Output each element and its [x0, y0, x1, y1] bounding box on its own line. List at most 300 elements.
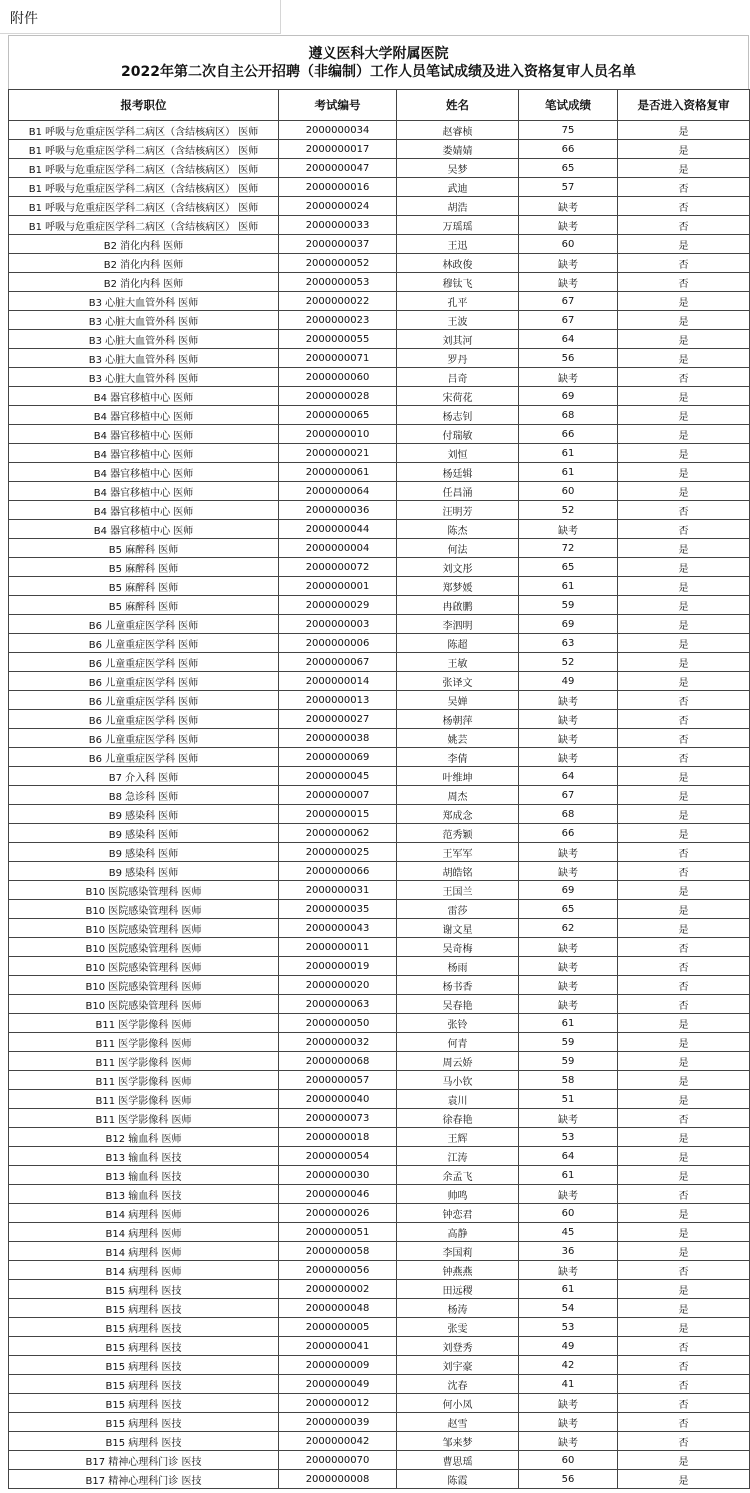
table-row — [9, 121, 750, 140]
cell-name: 吴梦 — [397, 159, 519, 178]
cell-position: B11 医学影像科 医师 — [9, 1109, 279, 1128]
table-row — [9, 786, 750, 805]
cell-position: B5 麻醉科 医师 — [9, 577, 279, 596]
cell-exam-number: 2000000019 — [279, 957, 397, 976]
cell-name: 杨雨 — [397, 957, 519, 976]
cell-position: B13 输血科 医技 — [9, 1147, 279, 1166]
table-row — [9, 1280, 750, 1299]
table-row — [9, 349, 750, 368]
cell-score: 68 — [519, 406, 618, 425]
cell-exam-number: 2000000031 — [279, 881, 397, 900]
cell-name: 郑梦媛 — [397, 577, 519, 596]
cell-score: 67 — [519, 311, 618, 330]
cell-exam-number: 2000000028 — [279, 387, 397, 406]
table-row — [9, 1071, 750, 1090]
table-row — [9, 1394, 750, 1413]
table-row — [9, 539, 750, 558]
cell-exam-number: 2000000044 — [279, 520, 397, 539]
cell-qualified: 否 — [618, 520, 750, 539]
cell-exam-number: 2000000009 — [279, 1356, 397, 1375]
cell-qualified: 是 — [618, 444, 750, 463]
cell-exam-number: 2000000063 — [279, 995, 397, 1014]
cell-score: 56 — [519, 1470, 618, 1489]
cell-position: B14 病理科 医师 — [9, 1223, 279, 1242]
cell-name: 林政俊 — [397, 254, 519, 273]
title-line-2: 2022年第二次自主公开招聘（非编制）工作人员笔试成绩及进入资格复审人员名单 — [121, 64, 636, 80]
cell-score: 61 — [519, 463, 618, 482]
cell-name: 叶维坤 — [397, 767, 519, 786]
cell-score: 61 — [519, 444, 618, 463]
cell-score: 41 — [519, 1375, 618, 1394]
table-row — [9, 1470, 750, 1489]
table-row — [9, 1261, 750, 1280]
cell-position: B8 急诊科 医师 — [9, 786, 279, 805]
table-row — [9, 767, 750, 786]
cell-position: B1 呼吸与危重症医学科二病区（含结核病区） 医师 — [9, 140, 279, 159]
cell-position: B3 心脏大血管外科 医师 — [9, 330, 279, 349]
cell-name: 范秀颖 — [397, 824, 519, 843]
cell-qualified: 否 — [618, 1413, 750, 1432]
cell-position: B2 消化内科 医师 — [9, 254, 279, 273]
cell-exam-number: 2000000039 — [279, 1413, 397, 1432]
cell-exam-number: 2000000071 — [279, 349, 397, 368]
cell-position: B7 介入科 医师 — [9, 767, 279, 786]
cell-qualified: 是 — [618, 330, 750, 349]
header-exam-number: 考试编号 — [279, 90, 397, 121]
cell-name: 高静 — [397, 1223, 519, 1242]
cell-name: 陈超 — [397, 634, 519, 653]
cell-name: 吴春艳 — [397, 995, 519, 1014]
cell-qualified: 是 — [618, 1071, 750, 1090]
cell-position: B15 病理科 医技 — [9, 1280, 279, 1299]
table-row — [9, 1204, 750, 1223]
cell-exam-number: 2000000051 — [279, 1223, 397, 1242]
cell-qualified: 是 — [618, 539, 750, 558]
table-row — [9, 330, 750, 349]
cell-position: B4 器官移植中心 医师 — [9, 501, 279, 520]
cell-name: 孔平 — [397, 292, 519, 311]
cell-score: 59 — [519, 1052, 618, 1071]
cell-score: 66 — [519, 140, 618, 159]
cell-qualified: 是 — [618, 1451, 750, 1470]
cell-exam-number: 2000000054 — [279, 1147, 397, 1166]
cell-position: B1 呼吸与危重症医学科二病区（含结核病区） 医师 — [9, 216, 279, 235]
cell-name: 袁川 — [397, 1090, 519, 1109]
cell-exam-number: 2000000022 — [279, 292, 397, 311]
cell-name: 冉啟鹏 — [397, 596, 519, 615]
cell-exam-number: 2000000040 — [279, 1090, 397, 1109]
cell-position: B14 病理科 医师 — [9, 1242, 279, 1261]
table-row — [9, 634, 750, 653]
cell-name: 王辉 — [397, 1128, 519, 1147]
cell-name: 吴婵 — [397, 691, 519, 710]
table-row — [9, 1337, 750, 1356]
table-row — [9, 995, 750, 1014]
cell-qualified: 是 — [618, 615, 750, 634]
cell-qualified: 是 — [618, 1470, 750, 1489]
cell-position: B17 精神心理科门诊 医技 — [9, 1470, 279, 1489]
cell-exam-number: 2000000003 — [279, 615, 397, 634]
cell-position: B15 病理科 医技 — [9, 1299, 279, 1318]
cell-qualified: 是 — [618, 1280, 750, 1299]
cell-score: 缺考 — [519, 748, 618, 767]
cell-qualified: 否 — [618, 216, 750, 235]
cell-position: B11 医学影像科 医师 — [9, 1014, 279, 1033]
cell-exam-number: 2000000030 — [279, 1166, 397, 1185]
cell-qualified: 是 — [618, 140, 750, 159]
cell-qualified: 否 — [618, 843, 750, 862]
cell-score: 61 — [519, 577, 618, 596]
cell-score: 49 — [519, 1337, 618, 1356]
cell-exam-number: 2000000043 — [279, 919, 397, 938]
cell-exam-number: 2000000036 — [279, 501, 397, 520]
cell-exam-number: 2000000058 — [279, 1242, 397, 1261]
cell-name: 何青 — [397, 1033, 519, 1052]
cell-qualified: 是 — [618, 1052, 750, 1071]
table-row — [9, 976, 750, 995]
table-row — [9, 577, 750, 596]
cell-qualified: 否 — [618, 995, 750, 1014]
cell-position: B11 医学影像科 医师 — [9, 1090, 279, 1109]
header-position: 报考职位 — [9, 90, 279, 121]
cell-exam-number: 2000000002 — [279, 1280, 397, 1299]
cell-exam-number: 2000000060 — [279, 368, 397, 387]
cell-qualified: 是 — [618, 634, 750, 653]
cell-position: B12 输血科 医师 — [9, 1128, 279, 1147]
cell-position: B15 病理科 医技 — [9, 1394, 279, 1413]
cell-qualified: 否 — [618, 938, 750, 957]
cell-name: 罗丹 — [397, 349, 519, 368]
cell-qualified: 是 — [618, 1014, 750, 1033]
cell-qualified: 否 — [618, 976, 750, 995]
cell-name: 邹来梦 — [397, 1432, 519, 1451]
table-header-row — [9, 90, 750, 121]
cell-name: 娄婧婧 — [397, 140, 519, 159]
cell-score: 缺考 — [519, 216, 618, 235]
cell-name: 江涛 — [397, 1147, 519, 1166]
table-row — [9, 197, 750, 216]
cell-score: 66 — [519, 425, 618, 444]
cell-score: 61 — [519, 1014, 618, 1033]
cell-position: B4 器官移植中心 医师 — [9, 482, 279, 501]
cell-name: 刘恒 — [397, 444, 519, 463]
table-row — [9, 140, 750, 159]
cell-name: 钟恋君 — [397, 1204, 519, 1223]
table-row — [9, 862, 750, 881]
cell-score: 57 — [519, 178, 618, 197]
cell-qualified: 否 — [618, 254, 750, 273]
cell-name: 刘宇豪 — [397, 1356, 519, 1375]
cell-qualified: 是 — [618, 881, 750, 900]
table-row — [9, 159, 750, 178]
cell-position: B15 病理科 医技 — [9, 1318, 279, 1337]
cell-qualified: 否 — [618, 1375, 750, 1394]
cell-name: 任昌涌 — [397, 482, 519, 501]
cell-exam-number: 2000000035 — [279, 900, 397, 919]
cell-exam-number: 2000000014 — [279, 672, 397, 691]
cell-name: 曹思瑶 — [397, 1451, 519, 1470]
cell-qualified: 是 — [618, 1223, 750, 1242]
cell-exam-number: 2000000038 — [279, 729, 397, 748]
cell-score: 49 — [519, 672, 618, 691]
cell-exam-number: 2000000072 — [279, 558, 397, 577]
table-row — [9, 1014, 750, 1033]
cell-exam-number: 2000000027 — [279, 710, 397, 729]
header-score: 笔试成绩 — [519, 90, 618, 121]
cell-position: B15 病理科 医技 — [9, 1356, 279, 1375]
cell-qualified: 是 — [618, 596, 750, 615]
cell-exam-number: 2000000034 — [279, 121, 397, 140]
cell-exam-number: 2000000018 — [279, 1128, 397, 1147]
cell-exam-number: 2000000037 — [279, 235, 397, 254]
attachment-cell — [0, 0, 281, 34]
cell-name: 杨志钊 — [397, 406, 519, 425]
cell-exam-number: 2000000061 — [279, 463, 397, 482]
table-row — [9, 1242, 750, 1261]
cell-position: B15 病理科 医技 — [9, 1432, 279, 1451]
cell-qualified: 是 — [618, 919, 750, 938]
cell-position: B10 医院感染管理科 医师 — [9, 995, 279, 1014]
cell-qualified: 是 — [618, 311, 750, 330]
cell-score: 缺考 — [519, 273, 618, 292]
cell-score: 缺考 — [519, 520, 618, 539]
table-row — [9, 406, 750, 425]
cell-score: 52 — [519, 653, 618, 672]
cell-score: 72 — [519, 539, 618, 558]
cell-position: B9 感染科 医师 — [9, 824, 279, 843]
cell-exam-number: 2000000048 — [279, 1299, 397, 1318]
table-row — [9, 1033, 750, 1052]
table-row — [9, 444, 750, 463]
cell-exam-number: 2000000045 — [279, 767, 397, 786]
cell-qualified: 否 — [618, 957, 750, 976]
cell-name: 钟燕燕 — [397, 1261, 519, 1280]
cell-name: 帅鸣 — [397, 1185, 519, 1204]
cell-name: 吕奇 — [397, 368, 519, 387]
cell-score: 68 — [519, 805, 618, 824]
header-qualified: 是否进入资格复审 — [618, 90, 750, 121]
table-row — [9, 1147, 750, 1166]
cell-qualified: 否 — [618, 501, 750, 520]
cell-position: B14 病理科 医师 — [9, 1204, 279, 1223]
cell-qualified: 是 — [618, 1147, 750, 1166]
table-row — [9, 273, 750, 292]
cell-qualified: 否 — [618, 1356, 750, 1375]
cell-qualified: 否 — [618, 368, 750, 387]
cell-score: 59 — [519, 1033, 618, 1052]
cell-exam-number: 2000000024 — [279, 197, 397, 216]
cell-exam-number: 2000000057 — [279, 1071, 397, 1090]
cell-position: B3 心脏大血管外科 医师 — [9, 292, 279, 311]
cell-position: B3 心脏大血管外科 医师 — [9, 311, 279, 330]
cell-qualified: 否 — [618, 178, 750, 197]
cell-score: 45 — [519, 1223, 618, 1242]
cell-score: 66 — [519, 824, 618, 843]
cell-exam-number: 2000000017 — [279, 140, 397, 159]
cell-score: 69 — [519, 615, 618, 634]
cell-name: 张铃 — [397, 1014, 519, 1033]
cell-score: 67 — [519, 786, 618, 805]
cell-name: 刘登秀 — [397, 1337, 519, 1356]
cell-exam-number: 2000000069 — [279, 748, 397, 767]
cell-score: 65 — [519, 900, 618, 919]
cell-qualified: 是 — [618, 1033, 750, 1052]
cell-qualified: 否 — [618, 1185, 750, 1204]
cell-score: 61 — [519, 1280, 618, 1299]
cell-exam-number: 2000000012 — [279, 1394, 397, 1413]
cell-name: 马小钦 — [397, 1071, 519, 1090]
cell-exam-number: 2000000023 — [279, 311, 397, 330]
cell-name: 刘文彤 — [397, 558, 519, 577]
cell-position: B1 呼吸与危重症医学科二病区（含结核病区） 医师 — [9, 197, 279, 216]
cell-name: 杨朝萍 — [397, 710, 519, 729]
cell-qualified: 是 — [618, 1204, 750, 1223]
cell-score: 63 — [519, 634, 618, 653]
cell-name: 雷莎 — [397, 900, 519, 919]
table-body — [9, 121, 750, 1489]
results-table — [8, 89, 750, 1489]
cell-score: 64 — [519, 767, 618, 786]
cell-exam-number: 2000000021 — [279, 444, 397, 463]
cell-position: B11 医学影像科 医师 — [9, 1052, 279, 1071]
cell-score: 69 — [519, 387, 618, 406]
cell-position: B10 医院感染管理科 医师 — [9, 976, 279, 995]
cell-score: 缺考 — [519, 254, 618, 273]
cell-position: B4 器官移植中心 医师 — [9, 444, 279, 463]
cell-position: B1 呼吸与危重症医学科二病区（含结核病区） 医师 — [9, 159, 279, 178]
cell-name: 胡浩 — [397, 197, 519, 216]
cell-qualified: 是 — [618, 159, 750, 178]
cell-name: 姚芸 — [397, 729, 519, 748]
cell-exam-number: 2000000066 — [279, 862, 397, 881]
cell-score: 54 — [519, 1299, 618, 1318]
cell-name: 何小凤 — [397, 1394, 519, 1413]
cell-qualified: 是 — [618, 1242, 750, 1261]
cell-position: B3 心脏大血管外科 医师 — [9, 368, 279, 387]
cell-name: 周云娇 — [397, 1052, 519, 1071]
cell-score: 61 — [519, 1166, 618, 1185]
cell-exam-number: 2000000055 — [279, 330, 397, 349]
table-row — [9, 1223, 750, 1242]
cell-position: B15 病理科 医技 — [9, 1413, 279, 1432]
cell-name: 陈霞 — [397, 1470, 519, 1489]
table-row — [9, 501, 750, 520]
cell-score: 缺考 — [519, 1185, 618, 1204]
cell-name: 胡皓铭 — [397, 862, 519, 881]
table-row — [9, 1451, 750, 1470]
cell-qualified: 否 — [618, 862, 750, 881]
cell-score: 缺考 — [519, 1109, 618, 1128]
cell-exam-number: 2000000046 — [279, 1185, 397, 1204]
cell-qualified: 是 — [618, 121, 750, 140]
table-row — [9, 178, 750, 197]
table-row — [9, 463, 750, 482]
table-row — [9, 957, 750, 976]
cell-score: 75 — [519, 121, 618, 140]
cell-position: B17 精神心理科门诊 医技 — [9, 1451, 279, 1470]
cell-position: B5 麻醉科 医师 — [9, 596, 279, 615]
cell-score: 缺考 — [519, 710, 618, 729]
table-row — [9, 1375, 750, 1394]
attachment-label: 附件 — [10, 11, 38, 27]
cell-position: B6 儿童重症医学科 医师 — [9, 729, 279, 748]
cell-position: B4 器官移植中心 医师 — [9, 463, 279, 482]
cell-name: 赵睿桢 — [397, 121, 519, 140]
cell-name: 余孟飞 — [397, 1166, 519, 1185]
cell-position: B13 输血科 医技 — [9, 1185, 279, 1204]
cell-name: 张译文 — [397, 672, 519, 691]
cell-position: B6 儿童重症医学科 医师 — [9, 672, 279, 691]
table-row — [9, 292, 750, 311]
cell-position: B9 感染科 医师 — [9, 805, 279, 824]
cell-exam-number: 2000000042 — [279, 1432, 397, 1451]
cell-qualified: 是 — [618, 900, 750, 919]
cell-qualified: 是 — [618, 387, 750, 406]
cell-exam-number: 2000000033 — [279, 216, 397, 235]
cell-exam-number: 2000000004 — [279, 539, 397, 558]
cell-exam-number: 2000000050 — [279, 1014, 397, 1033]
cell-position: B3 心脏大血管外科 医师 — [9, 349, 279, 368]
cell-position: B15 病理科 医技 — [9, 1375, 279, 1394]
cell-qualified: 否 — [618, 1337, 750, 1356]
cell-qualified: 否 — [618, 729, 750, 748]
table-row — [9, 1166, 750, 1185]
cell-score: 缺考 — [519, 1413, 618, 1432]
table-row — [9, 216, 750, 235]
cell-exam-number: 2000000062 — [279, 824, 397, 843]
cell-qualified: 是 — [618, 805, 750, 824]
cell-name: 周杰 — [397, 786, 519, 805]
cell-name: 王波 — [397, 311, 519, 330]
table-row — [9, 881, 750, 900]
cell-qualified: 是 — [618, 482, 750, 501]
cell-name: 刘其河 — [397, 330, 519, 349]
cell-position: B6 儿童重症医学科 医师 — [9, 710, 279, 729]
table-row — [9, 387, 750, 406]
cell-position: B4 器官移植中心 医师 — [9, 387, 279, 406]
cell-position: B11 医学影像科 医师 — [9, 1033, 279, 1052]
cell-score: 65 — [519, 558, 618, 577]
table-row — [9, 425, 750, 444]
cell-qualified: 是 — [618, 406, 750, 425]
table-row — [9, 1090, 750, 1109]
cell-score: 60 — [519, 1204, 618, 1223]
cell-name: 谢文星 — [397, 919, 519, 938]
cell-name: 万瑶瑶 — [397, 216, 519, 235]
cell-score: 缺考 — [519, 1261, 618, 1280]
cell-position: B10 医院感染管理科 医师 — [9, 957, 279, 976]
cell-exam-number: 2000000064 — [279, 482, 397, 501]
cell-qualified: 是 — [618, 425, 750, 444]
cell-position: B6 儿童重症医学科 医师 — [9, 691, 279, 710]
cell-name: 李国莉 — [397, 1242, 519, 1261]
cell-position: B10 医院感染管理科 医师 — [9, 900, 279, 919]
cell-qualified: 是 — [618, 558, 750, 577]
document-title — [8, 35, 749, 89]
cell-qualified: 是 — [618, 349, 750, 368]
cell-qualified: 否 — [618, 1394, 750, 1413]
table-row — [9, 1318, 750, 1337]
cell-name: 杨廷辑 — [397, 463, 519, 482]
table-row — [9, 900, 750, 919]
cell-name: 吴奇梅 — [397, 938, 519, 957]
cell-exam-number: 2000000016 — [279, 178, 397, 197]
table-row — [9, 919, 750, 938]
cell-score: 60 — [519, 1451, 618, 1470]
cell-name: 杨涛 — [397, 1299, 519, 1318]
cell-name: 何法 — [397, 539, 519, 558]
cell-score: 缺考 — [519, 1394, 618, 1413]
